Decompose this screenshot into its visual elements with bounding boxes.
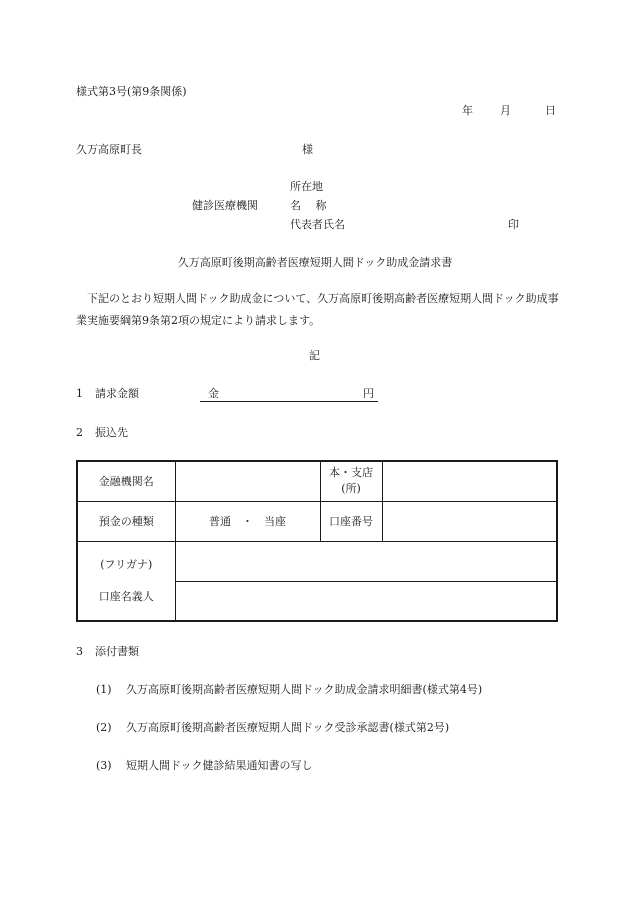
addressee-honorific: 様 (302, 143, 313, 156)
table-row (77, 541, 557, 581)
item2-number: 2 (76, 426, 83, 439)
deposit-type-label: 預金の種類 (77, 501, 175, 541)
branch-label (320, 461, 382, 501)
furigana-label: (フリガナ) (100, 557, 153, 571)
branch-label-line2: (所) (341, 482, 361, 496)
doc2-text: 久万高原町後期高齢者医療短期人間ドック受診承認書(様式第2号) (126, 721, 450, 734)
bank-name-label: 金融機関名 (77, 461, 175, 501)
doc1-number: (1) (96, 683, 112, 696)
account-holder-name-label: 口座名義人 (98, 589, 154, 603)
body-paragraph: 下記のとおり短期人間ドック助成金について、久万高原町後期高齢者医療短期人間ドック助成事業実施要綱第9条第2項の規定により請求します。 (76, 292, 559, 327)
item1-number: 1 (76, 387, 83, 400)
item1-label: 請求金額 (95, 387, 139, 400)
bank-transfer-table (76, 460, 558, 622)
item3-label: 添付書類 (95, 645, 139, 658)
branch-label-line1: 本・支店 (329, 466, 373, 480)
item2-label: 振込先 (95, 426, 128, 439)
addressee-name: 久万高原町長 (76, 143, 142, 156)
date-year: 年 (462, 104, 473, 117)
representative-label: 代表者氏名 (290, 218, 345, 231)
doc3-number: (3) (96, 759, 112, 772)
account-holder-field[interactable] (175, 581, 557, 621)
document-title: 久万高原町後期高齢者医療短期人間ドック助成金請求書 (177, 256, 453, 269)
furigana-field[interactable] (175, 541, 557, 581)
table-row (77, 461, 557, 501)
branch-field[interactable] (382, 461, 557, 501)
kin-label: 金 (208, 387, 219, 400)
seal-mark: 印 (508, 218, 519, 231)
account-number-label: 口座番号 (320, 501, 382, 541)
table-row (77, 501, 557, 541)
doc1-text: 久万高原町後期高齢者医療短期人間ドック助成金請求明細書(様式第4号) (126, 683, 483, 696)
amount-field[interactable] (200, 387, 378, 402)
form-id: 様式第3号(第9条関係) (76, 85, 187, 98)
date-day: 日 (545, 104, 556, 117)
deposit-type-options[interactable]: 普通 ・ 当座 (175, 501, 320, 541)
doc3-text: 短期人間ドック健診結果通知書の写し (126, 759, 313, 772)
doc2-number: (2) (96, 721, 112, 734)
bank-name-field[interactable] (175, 461, 320, 501)
name-label: 名 称 (290, 199, 327, 212)
account-number-field[interactable] (382, 501, 557, 541)
item3-number: 3 (76, 645, 83, 658)
yen-label: 円 (363, 387, 374, 400)
account-holder-label (77, 541, 175, 621)
address-label: 所在地 (290, 180, 323, 193)
institution-group-label: 健診医療機関 (192, 199, 258, 212)
ki-heading: 記 (309, 349, 320, 362)
date-month: 月 (500, 104, 511, 117)
